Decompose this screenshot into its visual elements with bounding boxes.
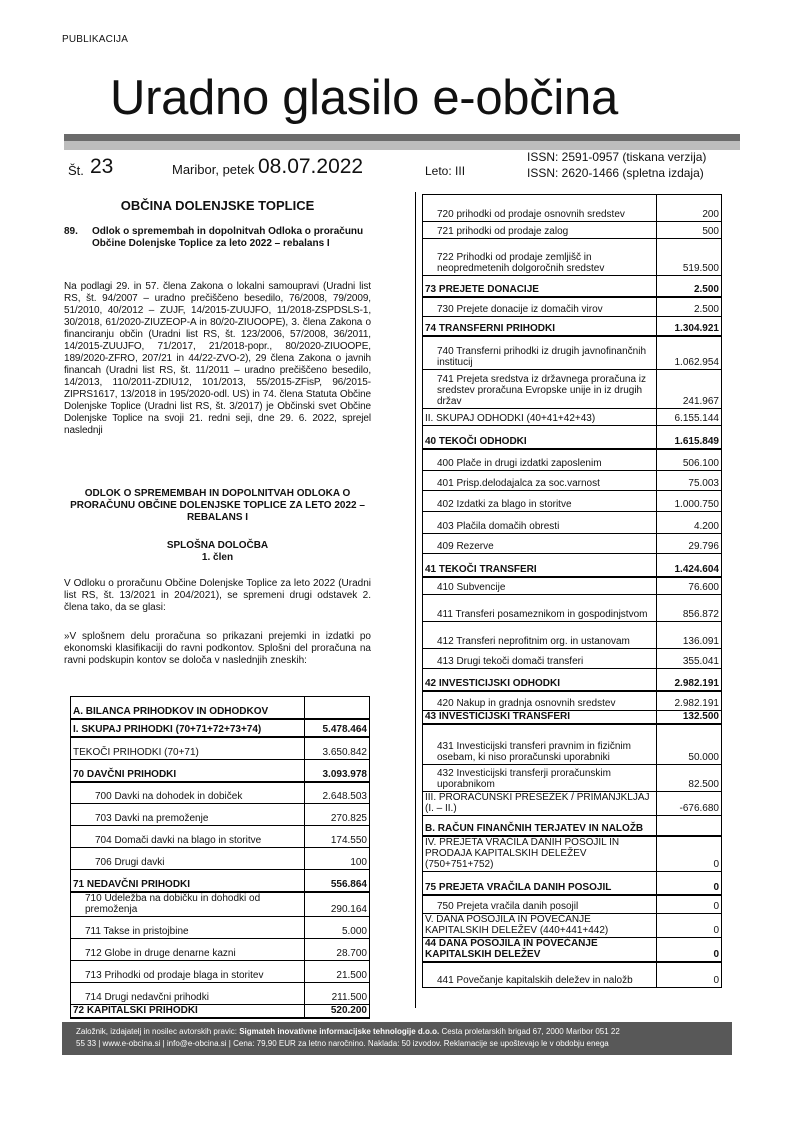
- table-row: [423, 872, 722, 895]
- row-label: 722 Prihodki od prodaje zemljišč in neopredmetenih dolgoročnih sredstev: [423, 239, 657, 276]
- table-row: [423, 195, 722, 222]
- row-label: 410 Subvencije: [423, 577, 657, 595]
- table-row: [423, 938, 722, 963]
- table-row: [423, 471, 722, 491]
- table-row: [71, 870, 370, 892]
- row-value: 355.041: [657, 649, 722, 669]
- row-value: 0: [657, 836, 722, 872]
- row-label: 710 Udeležba na dobičku in dohodki od premoženja: [71, 892, 305, 917]
- row-label: 704 Domači davki na blago in storitve: [71, 826, 305, 848]
- row-value: 6.155.144: [657, 409, 722, 426]
- row-label: 721 prihodki od prodaje zalog: [423, 222, 657, 239]
- row-label: 714 Drugi nedavčni prihodki: [71, 982, 305, 1004]
- issue-year: Leto: III: [425, 164, 466, 178]
- row-value: 1.062.954: [657, 336, 722, 370]
- table-row: [71, 916, 370, 938]
- table-row: [423, 297, 722, 317]
- row-label: A. BILANCA PRIHODKOV IN ODHODKOV: [71, 697, 305, 719]
- table-row: [423, 791, 722, 815]
- balance-table-right: [422, 194, 722, 988]
- table-row: [423, 491, 722, 512]
- row-value: 29.796: [657, 534, 722, 554]
- table-row: [71, 697, 370, 719]
- table-row: [423, 669, 722, 691]
- row-value: 132.500: [657, 711, 722, 725]
- table-row: [423, 222, 722, 239]
- article-number: 89.: [64, 226, 78, 237]
- row-value: 519.500: [657, 239, 722, 276]
- table-row: [423, 836, 722, 872]
- row-value: 0: [657, 962, 722, 987]
- table-row: [71, 760, 370, 782]
- table-row: [423, 534, 722, 554]
- row-value: 0: [657, 914, 722, 938]
- row-value: 4.200: [657, 512, 722, 534]
- row-value: 136.091: [657, 622, 722, 649]
- issue-label: Št.: [68, 163, 84, 178]
- row-value: 2.500: [657, 297, 722, 317]
- row-label: 75 PREJETA VRAČILA DANIH POSOJIL: [423, 872, 657, 895]
- table-row: [71, 1004, 370, 1018]
- table-row: [71, 960, 370, 982]
- table-row: [423, 914, 722, 938]
- issue-date: 08.07.2022: [258, 155, 364, 178]
- row-label: 409 Rezerve: [423, 534, 657, 554]
- table-row: [71, 938, 370, 960]
- row-value: 21.500: [305, 960, 370, 982]
- article-title: Odlok o spremembah in dopolnitvah Odloka o proračunu Občine Dolenjske Toplice za leto 2022 – rebalans I: [92, 226, 364, 249]
- table-row: [71, 848, 370, 870]
- row-label: 71 NEDAVČNI PRIHODKI: [71, 870, 305, 892]
- table-row: [71, 892, 370, 917]
- table-row: [423, 449, 722, 471]
- row-value: 100: [305, 848, 370, 870]
- footer-line-2: 55 33 | www.e-obcina.si | info@e-obcina.si | Cena: 79,90 EUR za letno naročnino. Naklada: 50 izvodov. Reklamacije se upoštevajo le v obdobju enega: [76, 1039, 609, 1048]
- row-value: 500: [657, 222, 722, 239]
- table-row: [423, 622, 722, 649]
- row-value: 0: [657, 895, 722, 914]
- row-value: 2.982.191: [657, 669, 722, 691]
- masthead-rule-dark: [64, 134, 740, 141]
- table-row: [423, 724, 722, 764]
- row-label: II. SKUPAJ ODHODKI (40+41+42+43): [423, 409, 657, 426]
- column-divider: [415, 192, 416, 1008]
- row-label: 40 TEKOČI ODHODKI: [423, 426, 657, 449]
- table-row: [423, 577, 722, 595]
- table-row: [423, 336, 722, 370]
- row-label: III. PRORAČUNSKI PRESEŽEK / PRIMANJKLJAJ (I. – II.): [423, 791, 657, 815]
- row-label: 401 Prisp.delodajalca za soc.varnost: [423, 471, 657, 491]
- table-row: [423, 426, 722, 449]
- row-value: 5.478.464: [305, 719, 370, 737]
- row-label: 73 PREJETE DONACIJE: [423, 276, 657, 297]
- table-row: [71, 826, 370, 848]
- table-row: [423, 409, 722, 426]
- row-value: 82.500: [657, 764, 722, 791]
- row-label: 402 Izdatki za blago in storitve: [423, 491, 657, 512]
- row-label: 43 INVESTICIJSKI TRANSFERI: [423, 711, 657, 725]
- row-value: -676.680: [657, 791, 722, 815]
- masthead-rule-light: [64, 141, 740, 150]
- table-row: [71, 782, 370, 804]
- publisher-footer: [62, 1022, 732, 1055]
- row-label: 712 Globe in druge denarne kazni: [71, 938, 305, 960]
- row-label: B. RAČUN FINANČNIH TERJATEV IN NALOŽB: [423, 815, 657, 836]
- row-value: 270.825: [305, 804, 370, 826]
- row-label: 740 Transferni prihodki iz drugih javnofinančnih institucij: [423, 336, 657, 370]
- row-label: 400 Plače in drugi izdatki zaposlenim: [423, 449, 657, 471]
- table-row: [71, 804, 370, 826]
- row-value: 2.982.191: [657, 691, 722, 711]
- row-label: 431 Investicijski transferi pravnim in fizičnim osebam, ki niso proračunski uporabniki: [423, 724, 657, 764]
- row-label: 432 Investicijski transferji proračunskim uporabnikom: [423, 764, 657, 791]
- table-row: [71, 737, 370, 760]
- row-value: 28.700: [305, 938, 370, 960]
- row-value: 856.872: [657, 595, 722, 622]
- row-value: 2.648.503: [305, 782, 370, 804]
- row-value: 200: [657, 195, 722, 222]
- row-label: 70 DAVČNI PRIHODKI: [71, 760, 305, 782]
- section-heading: SPLOŠNA DOLOČBA: [166, 540, 269, 551]
- table-row: [423, 317, 722, 336]
- table-row: [423, 276, 722, 297]
- publication-label: PUBLIKACIJA: [62, 34, 129, 45]
- row-label: I. SKUPAJ PRIHODKI (70+71+72+73+74): [71, 719, 305, 737]
- row-value: 5.000: [305, 916, 370, 938]
- row-value: 1.000.750: [657, 491, 722, 512]
- row-value: 3.650.842: [305, 737, 370, 760]
- row-value: 556.864: [305, 870, 370, 892]
- issn-print: ISSN: 2591-0957 (tiskana verzija): [527, 150, 707, 164]
- row-label: 412 Transferi neprofitnim org. in ustanovam: [423, 622, 657, 649]
- row-label: 730 Prejete donacije iz domačih virov: [423, 297, 657, 317]
- clause-paragraph-1: V Odloku o proračunu Občine Dolenjske Toplice za leto 2022 (Uradni list RS, št. 13/2021 in 204/2021), se spremeni drugi odstavek 2. člena tako, da se glasi:: [64, 578, 371, 613]
- decree-title: ODLOK O SPREMEMBAH IN DOPOLNITVAH ODLOKA O PRORAČUNU OBČINE DOLENJSKE TOPLICE ZA LETO 2022 – REBALANS I: [70, 488, 365, 523]
- row-label: IV. PREJETA VRAČILA DANIH POSOJIL IN PRODAJA KAPITALSKIH DELEŽEV (750+751+752): [423, 836, 657, 872]
- row-label: 403 Plačila domačih obresti: [423, 512, 657, 534]
- row-value: 2.500: [657, 276, 722, 297]
- table-row: [423, 595, 722, 622]
- table-row: [71, 719, 370, 737]
- row-label: 413 Drugi tekoči domači transferi: [423, 649, 657, 669]
- table-row: [423, 962, 722, 987]
- balance-table-left: [70, 696, 370, 1019]
- row-value: 1.304.921: [657, 317, 722, 336]
- row-label: 42 INVESTICIJSKI ODHODKI: [423, 669, 657, 691]
- row-value: 290.164: [305, 892, 370, 917]
- table-row: [423, 815, 722, 836]
- row-value: 0: [657, 938, 722, 963]
- row-label: 750 Prejeta vračila danih posojil: [423, 895, 657, 914]
- issue-number: 23: [90, 155, 114, 178]
- row-value: 1.615.849: [657, 426, 722, 449]
- row-value: [305, 697, 370, 719]
- row-label: 720 prihodki od prodaje osnovnih sredstev: [423, 195, 657, 222]
- table-row: [423, 370, 722, 409]
- issue-info-row: [64, 150, 740, 182]
- row-value: 174.550: [305, 826, 370, 848]
- table-row: [423, 895, 722, 914]
- row-label: 441 Povečanje kapitalskih deležev in naložb: [423, 962, 657, 987]
- row-label: 711 Takse in pristojbine: [71, 916, 305, 938]
- row-label: 44 DANA POSOJILA IN POVEČANJE KAPITALSKIH DELEŽEV: [423, 938, 657, 963]
- intro-paragraph: Na podlagi 29. in 57. člena Zakona o lokalni samoupravi (Uradni list RS, št. 94/2007 – uradno prečiščeno besedilo, 76/2008, 79/2009, 51/2010, 40/2012 – ZUJF, 14/2015-ZUUJFO, 11/2018-ZSPDSLS-1, 30/2018, 61/2020-ZIUZEOP-A in 80/20-ZIUOOPE), 3. člena Zakona o financiranju občin (Uradni list RS, št. 123/2006, 57/2008, 36/2011, 14/2015-ZUUJFO, 71/2017, 21/2018-popr., 80/2020-ZIUOOPE, 189/2020-ZFRO, 207/21 in 44/22-ZVO-2), 29 člena Zakona o javnih financah (Uradni list RS, št. 11/2011 – uradno prečiščeno besedilo, 14/2013, 110/2011-ZDIU12, 101/2013, 55/2015-ZFisP, 96/2015-ZIPRS1617, 13/2018 in 195/2020-odl. US) in 74. člena Statuta Občine Dolenjske Toplice (Uradni list RS, št. 3/2017) je Občinski svet Občine Dolenjske Toplice na svoji 21. redni seji, dne 29. 6. 2022, sprejel naslednji: [64, 281, 371, 436]
- row-label: TEKOČI PRIHODKI (70+71): [71, 737, 305, 760]
- row-value: 50.000: [657, 724, 722, 764]
- row-label: 741 Prejeta sredstva iz državnega proračuna iz sredstev proračuna Evropske unije in iz drugih držav: [423, 370, 657, 409]
- row-label: 420 Nakup in gradnja osnovnih sredstev: [423, 691, 657, 711]
- issn-web: ISSN: 2620-1466 (spletna izdaja): [527, 166, 704, 180]
- table-row: [423, 649, 722, 669]
- row-label: 703 Davki na premoženje: [71, 804, 305, 826]
- row-label: V. DANA POSOJILA IN POVEČANJE KAPITALSKIH DELEŽEV (440+441+442): [423, 914, 657, 938]
- masthead-title: Uradno glasilo e-občina: [110, 71, 618, 125]
- table-row: [423, 691, 722, 711]
- row-label: 72 KAPITALSKI PRIHODKI: [71, 1004, 305, 1018]
- clause-paragraph-2: »V splošnem delu proračuna so prikazani prejemki in izdatki po ekonomski klasifikaciji do ravni podkontov. Splošni del proračuna na ravni podskupin kontov se določa v naslednjih zneskih:: [64, 631, 371, 666]
- municipality-heading: OBČINA DOLENJSKE TOPLICE: [120, 198, 315, 213]
- row-value: 0: [657, 872, 722, 895]
- row-label: 41 TEKOČI TRANSFERI: [423, 554, 657, 577]
- table-row: [423, 554, 722, 577]
- row-value: 211.500: [305, 982, 370, 1004]
- row-value: 520.200: [305, 1004, 370, 1018]
- table-row: [423, 239, 722, 276]
- row-label: 713 Prihodki od prodaje blaga in storitev: [71, 960, 305, 982]
- row-value: 241.967: [657, 370, 722, 409]
- row-value: 75.003: [657, 471, 722, 491]
- table-row: [71, 982, 370, 1004]
- table-row: [423, 512, 722, 534]
- row-label: 74 TRANSFERNI PRIHODKI: [423, 317, 657, 336]
- row-value: 3.093.978: [305, 760, 370, 782]
- row-label: 700 Davki na dohodek in dobiček: [71, 782, 305, 804]
- row-label: 411 Transferi posameznikom in gospodinjstvom: [423, 595, 657, 622]
- row-label: 706 Drugi davki: [71, 848, 305, 870]
- row-value: 506.100: [657, 449, 722, 471]
- table-row: [423, 764, 722, 791]
- clause-heading: 1. člen: [201, 552, 234, 563]
- row-value: [657, 815, 722, 836]
- footer-line-1: Založnik, izdajatelj in nosilec avtorskih pravic: Sigmateh inovativne informacijske tehnologije d.o.o. Cesta proletarskih brigad 67, 2000 Maribor 051 22: [76, 1027, 620, 1036]
- table-row: [423, 711, 722, 725]
- row-value: 1.424.604: [657, 554, 722, 577]
- row-value: 76.600: [657, 577, 722, 595]
- issue-place: Maribor, petek: [172, 162, 255, 177]
